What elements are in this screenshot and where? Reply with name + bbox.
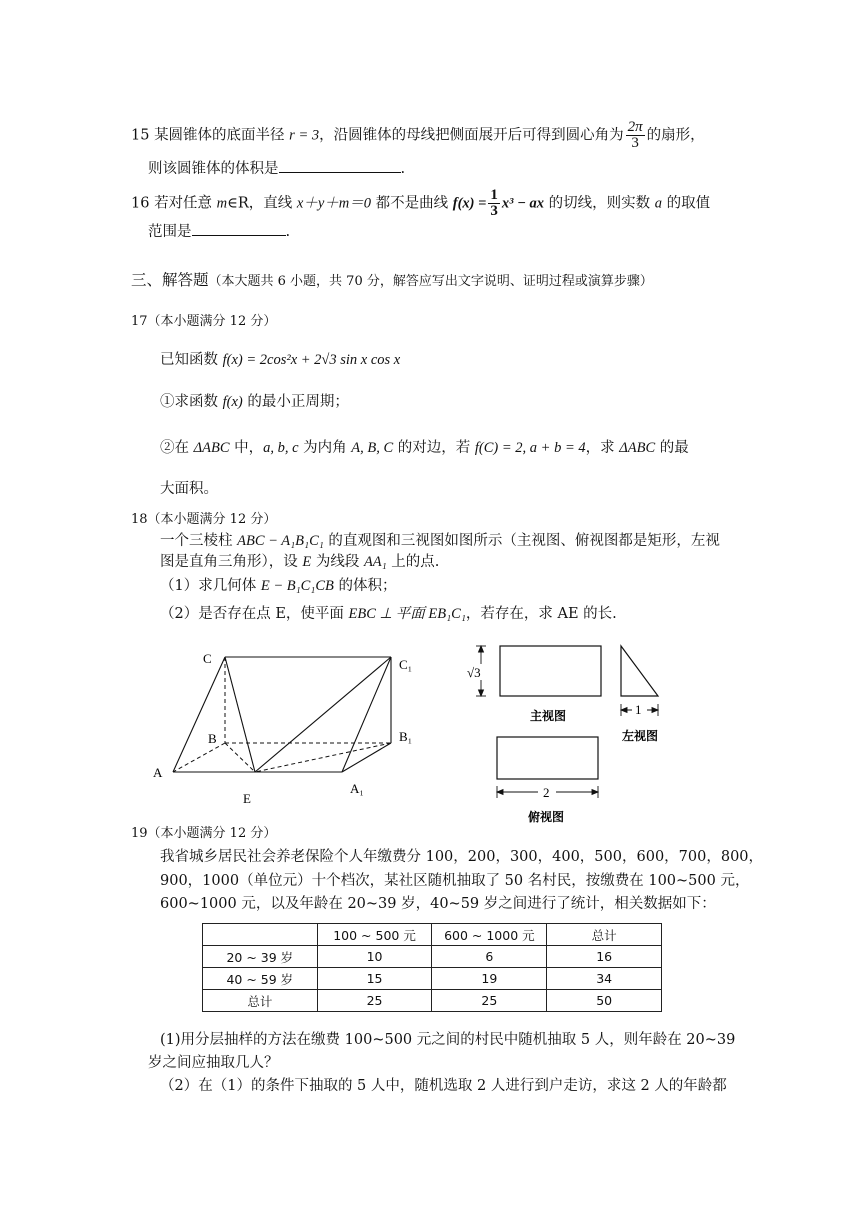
table-row — [203, 968, 662, 990]
question-number: 15 — [131, 127, 150, 144]
question-18-part-2: （2）是否存在点 E，使平面 EBC ⊥ 平面 EB₁C₁，若存在，求 AE 的长. — [160, 606, 617, 622]
edge-BE-hidden — [225, 743, 255, 772]
math-expression: r = 3 — [289, 127, 320, 144]
question-19-line-1: 我省城乡居民社会养老保险个人年缴费分 100，200，300，400，500，600，700，800， — [160, 849, 764, 865]
vertex-label-A: A — [153, 765, 163, 780]
table-cell: 19 — [432, 968, 547, 990]
question-15-line-2: 则该圆锥体的体积是 . — [148, 158, 405, 179]
side-view-triangle — [621, 646, 658, 696]
front-view-label: 主视图 — [530, 709, 567, 723]
vertex-label-E: E — [243, 791, 251, 806]
table-row — [203, 990, 662, 1012]
question-17-part-1: ①求函数 f(x) 的最小正周期； — [160, 394, 349, 410]
table-cell: 20 ~ 39 岁 — [203, 946, 318, 968]
three-views-diagram — [460, 640, 670, 828]
prism-diagram — [145, 645, 425, 810]
side-view-label: 左视图 — [622, 729, 659, 743]
table-cell: 25 — [317, 990, 432, 1012]
question-19-part-1-line-1: (1)用分层抽样的方法在缴费 100~500 元之间的村民中随机抽取 5 人，则年龄在 20~39 — [160, 1032, 736, 1048]
side-width-label: 1 — [635, 702, 642, 717]
table-cell: 6 — [432, 946, 547, 968]
table-cell: 10 — [317, 946, 432, 968]
table-cell: 15 — [317, 968, 432, 990]
question-18-line-2: 图是直角三角形），设 E 为线段 AA₁ 上的点. — [160, 554, 440, 570]
section-title: 三、解答题 — [131, 271, 209, 289]
table-row — [203, 946, 662, 968]
top-view-label: 俯视图 — [528, 810, 565, 824]
answer-blank[interactable] — [279, 158, 401, 173]
question-15-line-1 — [131, 120, 705, 151]
section-note: （本大题共 6 小题，共 70 分，解答应写出文字说明、证明过程或演算步骤） — [208, 274, 653, 289]
vertex-label-B: B — [208, 731, 217, 746]
question-17-part-2-line-2: 大面积。 — [160, 481, 218, 497]
line-expression: x＋y＋m＝0 — [296, 195, 372, 212]
question-16-line-1: 16 若对任意 m∈R，直线 x＋y＋m＝0 都不是曲线 f(x) = $\frac{1}{3}$ x³ − ax 的切线，则实数 a 的取值 — [131, 187, 711, 219]
vertex-label-C1: C₁ — [399, 657, 413, 672]
question-18-header: 18（本小题满分 12 分） — [131, 512, 277, 527]
text: 则该圆锥体的体积是 — [148, 161, 279, 177]
question-18-part-1: （1）求几何体 E − B₁C₁CB 的体积； — [160, 578, 397, 594]
question-16-line-2: 范围是 . — [148, 221, 290, 242]
vertex-label-A1: A₁ — [350, 781, 364, 796]
table-cell — [203, 924, 318, 946]
question-19-header: 19（本小题满分 12 分） — [131, 826, 277, 841]
table-header-row — [203, 924, 662, 946]
edge-BA-hidden — [173, 743, 225, 772]
text: 的扇形， — [646, 127, 705, 144]
question-19-line-2: 900，1000（单位元）十个档次，某社区随机抽取了 50 名村民，按缴费在 100~500 元， — [160, 873, 750, 889]
question-number: 16 — [131, 195, 150, 212]
table-cell: 总计 — [203, 990, 318, 1012]
answer-blank[interactable] — [192, 221, 286, 236]
table-cell: 600 ~ 1000 元 — [432, 924, 547, 946]
edge-B1E-hidden — [255, 743, 391, 772]
edge-C1A1 — [342, 657, 391, 772]
table-cell: 34 — [547, 968, 662, 990]
edge-CA — [173, 657, 225, 772]
edge-CE — [225, 657, 255, 772]
front-view-rect — [500, 646, 601, 696]
question-19-line-3: 600~1000 元，以及年龄在 20~39 岁，40~59 岁之间进行了统计，相关数据如下： — [160, 896, 716, 912]
question-17-given: 已知函数 f(x) = 2cos²x + 2√3 sin x cos x — [160, 352, 401, 368]
survey-table — [202, 923, 662, 1012]
table-cell: 总计 — [547, 924, 662, 946]
question-18-line-1: 一个三棱柱 ABC − A₁B₁C₁ 的直观图和三视图如图所示（主视图、俯视图都是矩形，左视 — [160, 533, 720, 549]
table-cell: 40 ~ 59 岁 — [203, 968, 318, 990]
fraction: $\frac{1}{3}$ — [490, 187, 498, 219]
table-cell: 25 — [432, 990, 547, 1012]
question-19-part-2-line-1: （2）在（1）的条件下抽取的 5 人中，随机选取 2 人进行到户走访，求这 2 人的年龄都 — [160, 1078, 727, 1094]
front-height-label: √3 — [467, 665, 481, 680]
fraction: $\frac{2\pi}{3}$ — [627, 119, 643, 151]
top-width-label: 2 — [543, 785, 550, 800]
vertex-label-B1: B₁ — [399, 729, 413, 744]
edge-B1A1 — [342, 743, 391, 772]
top-view-rect — [497, 737, 598, 779]
question-17-header: 17（本小题满分 12 分） — [131, 314, 277, 329]
table-cell: 50 — [547, 990, 662, 1012]
table-cell: 100 ~ 500 元 — [317, 924, 432, 946]
vertex-label-C: C — [203, 651, 212, 666]
function-expression: f(x) = 2cos²x + 2√3 sin x cos x — [222, 352, 401, 368]
question-17-part-2: ②在 ΔABC 中，a, b, c 为内角 A, B, C 的对边，若 f(C) = 2, a + b = 4，求 ΔABC 的最 — [160, 440, 689, 456]
text: ，沿圆锥体的母线把侧面展开后可得到圆心角为 — [319, 127, 624, 144]
table-cell: 16 — [547, 946, 662, 968]
section-3-heading — [131, 270, 653, 292]
question-19-part-1-line-2: 岁之间应抽取几人？ — [148, 1055, 279, 1071]
text: 某圆锥体的底面半径 — [154, 127, 285, 144]
